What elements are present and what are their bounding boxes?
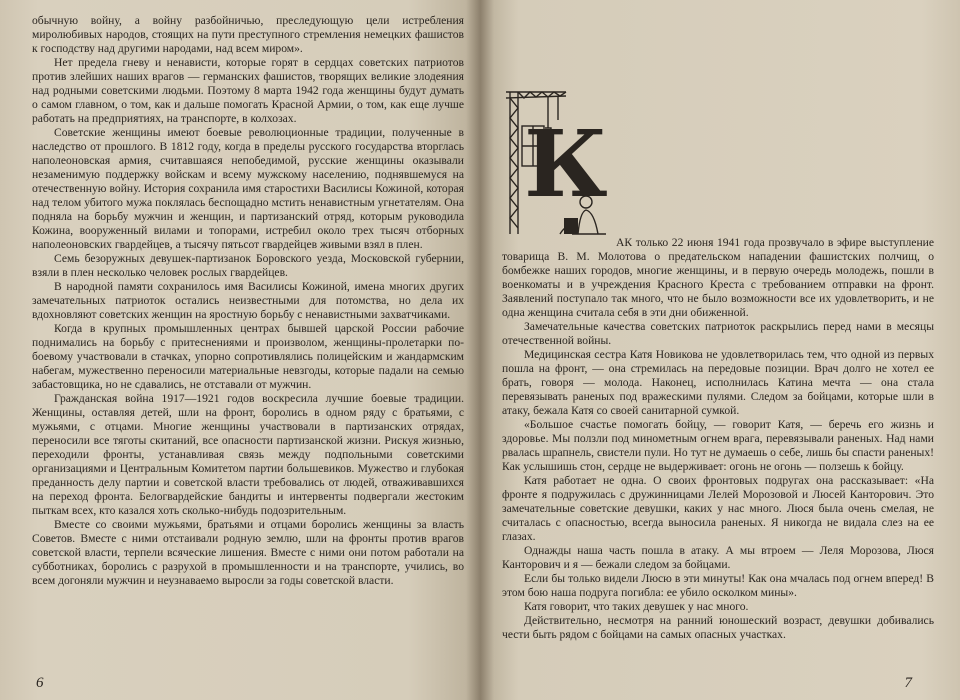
paragraph: Замечательные качества советских патриоток раскрылись перед нами в месяцы отечественной войны. <box>502 320 934 347</box>
decorative-initial <box>502 84 608 244</box>
paragraph: Действительно, несмотря на ранний юношеский возраст, девушки добивались чести быть рядом с бойцами на самых опасных участках. <box>502 614 934 641</box>
drop-cap: К <box>524 110 608 218</box>
right-page <box>480 0 960 700</box>
paragraph: Советские женщины имеют боевые революционные традиции, полученные в наследство от прошлого. В 1812 году, когда в пределы русского государства вторглась наполеоновская армия, считавшаяся непобедимой, русские женщины оказывали незаменимую поддержку войскам и всему мужскому населению, поднявшемуся на отечественную войну. История сохранила имя старостихи Василисы Кожиной, которая над телом убитого мужа поклялась беспощадно мстить ненавистным угнетателям. Она подняла на борьбу мужчин и женщин, и партизанский отряд, которым руководила Кожина, вооруженный вилами и топорами, истребил около трех тысяч отборных наполеоновских гвардейцев, а тысячу пятьсот гвардейцев живыми взял в плен. <box>32 126 464 251</box>
paragraph: Гражданская война 1917—1921 годов воскресила лучшие боевые традиции. Женщины, оставляя детей, шли на фронт, боролись в одном ряду с братьями, с мужьями, с отцами. Многие женщины участвовали в партизанских отрядах, переносили все тяготы скитаний, все опасности партизанской жизни. Рискуя жизнью, переходили фронты, устанавливая связь между подпольными советскими организациями и Центральным Комитетом партии большевиков. Мужество и глубокая преданность делу партии и советской власти требовались от людей, отваживавшихся на переход фронта. Белогвардейские бандиты и интервенты подвергали жестоким пыткам всех, кто казался хоть сколько-нибудь подозрительным. <box>32 392 464 517</box>
paragraph: В народной памяти сохранилось имя Василисы Кожиной, имена многих других замечательных патриоток остались неизвестными для потомства, но дела их вдохновляют советских женщин на яростную борьбу с ненавистными захватчиками. <box>32 280 464 321</box>
paragraph: Нет предела гневу и ненависти, которые горят в сердцах советских патриотов против злейших наших врагов — германских фашистов, творящих великие злодеяния над родными советскими людьми. Поэтому 8 марта 1942 года женщины будут думать о самом главном, о том, как и дальше помогать Красной Армии, о том, как еще лучше работать на предприятиях, на транспорте, в колхозах. <box>32 56 464 125</box>
paragraph: Если бы только видели Люсю в эти минуты! Как она мчалась под огнем вперед! В этом бою наша подруга погибла: ее убило осколком мины». <box>502 572 934 599</box>
paragraph: «Большое счастье помогать бойцу, — говорит Катя, — беречь его жизнь и здоровье. Мы ползли под минометным огнем врага, перевязывали раненых. Над нами рвалась шрапнель, свистели пули. Но тут не думаешь о себе, лишь бы спасти раненых! Как услышишь стон, сердце не выдерживает: огонь не огонь — ползешь к бойцу. <box>502 418 934 473</box>
paragraph: Катя работает не одна. О своих фронтовых подругах она рассказывает: «На фронте я подружилась с дружинницами Лелей Морозовой и Люсей Канторович. Это замечательные советские девушки, каких у нас много. Люся была очень смелая, не считалась с опасностью, всегда выносила раненых. Я никогда не видала слез на ее глазах. <box>502 474 934 543</box>
paragraph: обычную войну, а войну разбойничью, преследующую цели истребления миролюбивых народов, стоящих на пути преступного стремления немецких фашистов к господству над другими народами, над всем миром». <box>32 14 464 55</box>
paragraph: Когда в крупных промышленных центрах бывшей царской России рабочие поднимались на борьбу с притеснениями и произволом, женщины-пролетарки по-боевому участвовали в стачках, упорно сопротивлялись полицейским и жандармским набегам, мужественно переносили материальные невзгоды, которые падали на семью забастовщика, но не сдавались, не отставали от мужчин. <box>32 322 464 391</box>
paragraph: Однажды наша часть пошла в атаку. А мы втроем — Леля Морозова, Люся Канторович и я — бежали следом за бойцами. <box>502 544 934 571</box>
paragraph: Медицинская сестра Катя Новикова не удовлетворилась тем, что одной из первых пошла на фронт, — она стремилась на передовые позиции. Врач долго не хотел ее брать, говоря — молода. Наконец, исполнилась Катина мечта — она стала перевязывать раненых под вражескими пулями. Следом за бойцами, которые шли в атаку, бежала Катя со своей санитарной сумкой. <box>502 348 934 417</box>
paragraph: Семь безоружных девушек-партизанок Боровского уезда, Московской губернии, взяли в плен несколько человек рослых гвардейцев. <box>32 252 464 279</box>
page-number: 6 <box>36 675 44 691</box>
page-number: 7 <box>904 675 912 691</box>
paragraph: Вместе со своими мужьями, братьями и отцами боролись женщины за власть Советов. Вместе с ними отстаивали родную землю, шли на фронты против врагов советской власти, терпели всяческие лишения. Вместе с ними они потом работали на субботниках, боролись с разрухой в промышленности и на транспорте, учились, во всем догоняли мужчин и неузнаваемо выросли за годы советской власти. <box>32 518 464 587</box>
paragraph: АК только 22 июня 1941 года прозвучало в эфире выступление товарища В. М. Молотова о предательском нападении фашистских полчищ, о бомбежке наших городов, многие женщины, и в первую очередь молодежь, пошли в военкоматы и в учреждения Красного Креста с требованием отправки на фронт. Заявлений поступало так много, что не было возможности все их удовлетворить, и не одна женщина считала себя в эти дни обиженной. <box>502 236 934 319</box>
paragraph: Катя говорит, что таких девушек у нас много. <box>524 600 749 613</box>
